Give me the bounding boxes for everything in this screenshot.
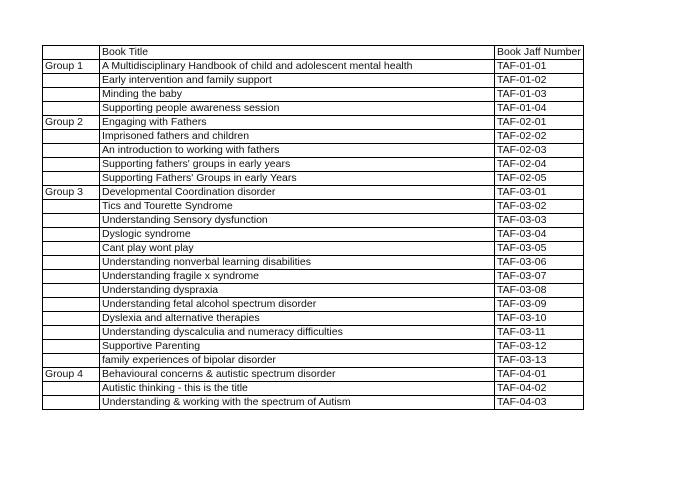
- book-title-cell: Autistic thinking - this is the title: [100, 382, 495, 396]
- book-list-table: [42, 45, 584, 410]
- book-number-cell: TAF-03-03: [495, 214, 584, 228]
- group-cell: [43, 382, 100, 396]
- book-number-cell: TAF-03-02: [495, 200, 584, 214]
- table-row: [43, 144, 584, 158]
- book-title-cell: Tics and Tourette Syndrome: [100, 200, 495, 214]
- book-number-cell: TAF-03-09: [495, 298, 584, 312]
- book-number-cell: TAF-01-03: [495, 88, 584, 102]
- table-row: [43, 326, 584, 340]
- book-number-cell: TAF-02-03: [495, 144, 584, 158]
- group-cell: [43, 74, 100, 88]
- book-title-cell: Understanding & working with the spectrum of Autism: [100, 396, 495, 410]
- book-title-cell: Early intervention and family support: [100, 74, 495, 88]
- book-number-cell: TAF-02-01: [495, 116, 584, 130]
- group-cell: [43, 396, 100, 410]
- book-number-cell: TAF-01-01: [495, 60, 584, 74]
- group-cell: [43, 158, 100, 172]
- group-cell: [43, 200, 100, 214]
- book-number-cell: TAF-03-05: [495, 242, 584, 256]
- table-row: [43, 158, 584, 172]
- table-row: [43, 214, 584, 228]
- table-row: [43, 312, 584, 326]
- group-cell: [43, 284, 100, 298]
- table-row: [43, 396, 584, 410]
- book-number-cell: TAF-03-13: [495, 354, 584, 368]
- group-cell: Group 4: [43, 368, 100, 382]
- book-title-cell: Behavioural concerns & autistic spectrum disorder: [100, 368, 495, 382]
- book-title-cell: Engaging with Fathers: [100, 116, 495, 130]
- table-row: [43, 340, 584, 354]
- book-title-cell: Cant play wont play: [100, 242, 495, 256]
- group-cell: [43, 130, 100, 144]
- book-number-cell: TAF-03-08: [495, 284, 584, 298]
- group-cell: [43, 270, 100, 284]
- book-number-cell: TAF-03-06: [495, 256, 584, 270]
- book-title-cell: Understanding dyspraxia: [100, 284, 495, 298]
- book-number-cell: TAF-02-04: [495, 158, 584, 172]
- table-row: [43, 116, 584, 130]
- table-row: [43, 382, 584, 396]
- book-number-cell: TAF-03-11: [495, 326, 584, 340]
- book-number-cell: TAF-03-01: [495, 186, 584, 200]
- book-number-cell: TAF-03-07: [495, 270, 584, 284]
- table-row: [43, 368, 584, 382]
- table-row: [43, 354, 584, 368]
- group-cell: [43, 354, 100, 368]
- book-number-cell: TAF-04-02: [495, 382, 584, 396]
- group-cell: Group 3: [43, 186, 100, 200]
- group-cell: [43, 242, 100, 256]
- table-row: [43, 172, 584, 186]
- group-cell: [43, 88, 100, 102]
- book-number-cell: TAF-01-04: [495, 102, 584, 116]
- table-row: [43, 242, 584, 256]
- book-number-cell: TAF-04-03: [495, 396, 584, 410]
- group-cell: Group 1: [43, 60, 100, 74]
- book-title-cell: Understanding fragile x syndrome: [100, 270, 495, 284]
- table-row: [43, 284, 584, 298]
- table-row: [43, 200, 584, 214]
- book-title-cell: Supporting Fathers' Groups in early Years: [100, 172, 495, 186]
- header-row: [43, 46, 584, 60]
- book-title-cell: Supporting people awareness session: [100, 102, 495, 116]
- table-row: [43, 256, 584, 270]
- table-row: [43, 60, 584, 74]
- group-cell: [43, 228, 100, 242]
- book-title-cell: Minding the baby: [100, 88, 495, 102]
- book-title-cell: A Multidisciplinary Handbook of child and adolescent mental health: [100, 60, 495, 74]
- book-title-cell: An introduction to working with fathers: [100, 144, 495, 158]
- book-title-cell: family experiences of bipolar disorder: [100, 354, 495, 368]
- book-title-cell: Supportive Parenting: [100, 340, 495, 354]
- group-cell: [43, 214, 100, 228]
- book-number-cell: TAF-04-01: [495, 368, 584, 382]
- table-row: [43, 102, 584, 116]
- book-number-cell: TAF-03-10: [495, 312, 584, 326]
- group-cell: [43, 256, 100, 270]
- group-cell: [43, 312, 100, 326]
- group-cell: [43, 144, 100, 158]
- group-cell: [43, 172, 100, 186]
- book-number-cell: TAF-02-02: [495, 130, 584, 144]
- group-cell: [43, 326, 100, 340]
- book-title-cell: Dyslogic syndrome: [100, 228, 495, 242]
- book-title-cell: Understanding Sensory dysfunction: [100, 214, 495, 228]
- table-row: [43, 298, 584, 312]
- table-row: [43, 88, 584, 102]
- book-number-column-header: Book Jaff Number: [495, 46, 584, 60]
- table-row: [43, 74, 584, 88]
- book-title-cell: Understanding nonverbal learning disabilities: [100, 256, 495, 270]
- book-title-column-header: Book Title: [100, 46, 495, 60]
- table-row: [43, 186, 584, 200]
- table-body: [43, 60, 584, 410]
- book-title-cell: Understanding fetal alcohol spectrum disorder: [100, 298, 495, 312]
- book-number-cell: TAF-03-04: [495, 228, 584, 242]
- book-number-cell: TAF-02-05: [495, 172, 584, 186]
- table-row: [43, 228, 584, 242]
- group-cell: [43, 102, 100, 116]
- book-title-cell: Imprisoned fathers and children: [100, 130, 495, 144]
- book-title-cell: Understanding dyscalculia and numeracy difficulties: [100, 326, 495, 340]
- book-title-cell: Dyslexia and alternative therapies: [100, 312, 495, 326]
- table-row: [43, 270, 584, 284]
- book-title-cell: Developmental Coordination disorder: [100, 186, 495, 200]
- group-cell: Group 2: [43, 116, 100, 130]
- group-column-header: [43, 46, 100, 60]
- book-title-cell: Supporting fathers' groups in early years: [100, 158, 495, 172]
- book-number-cell: TAF-03-12: [495, 340, 584, 354]
- group-cell: [43, 340, 100, 354]
- book-number-cell: TAF-01-02: [495, 74, 584, 88]
- group-cell: [43, 298, 100, 312]
- table-row: [43, 130, 584, 144]
